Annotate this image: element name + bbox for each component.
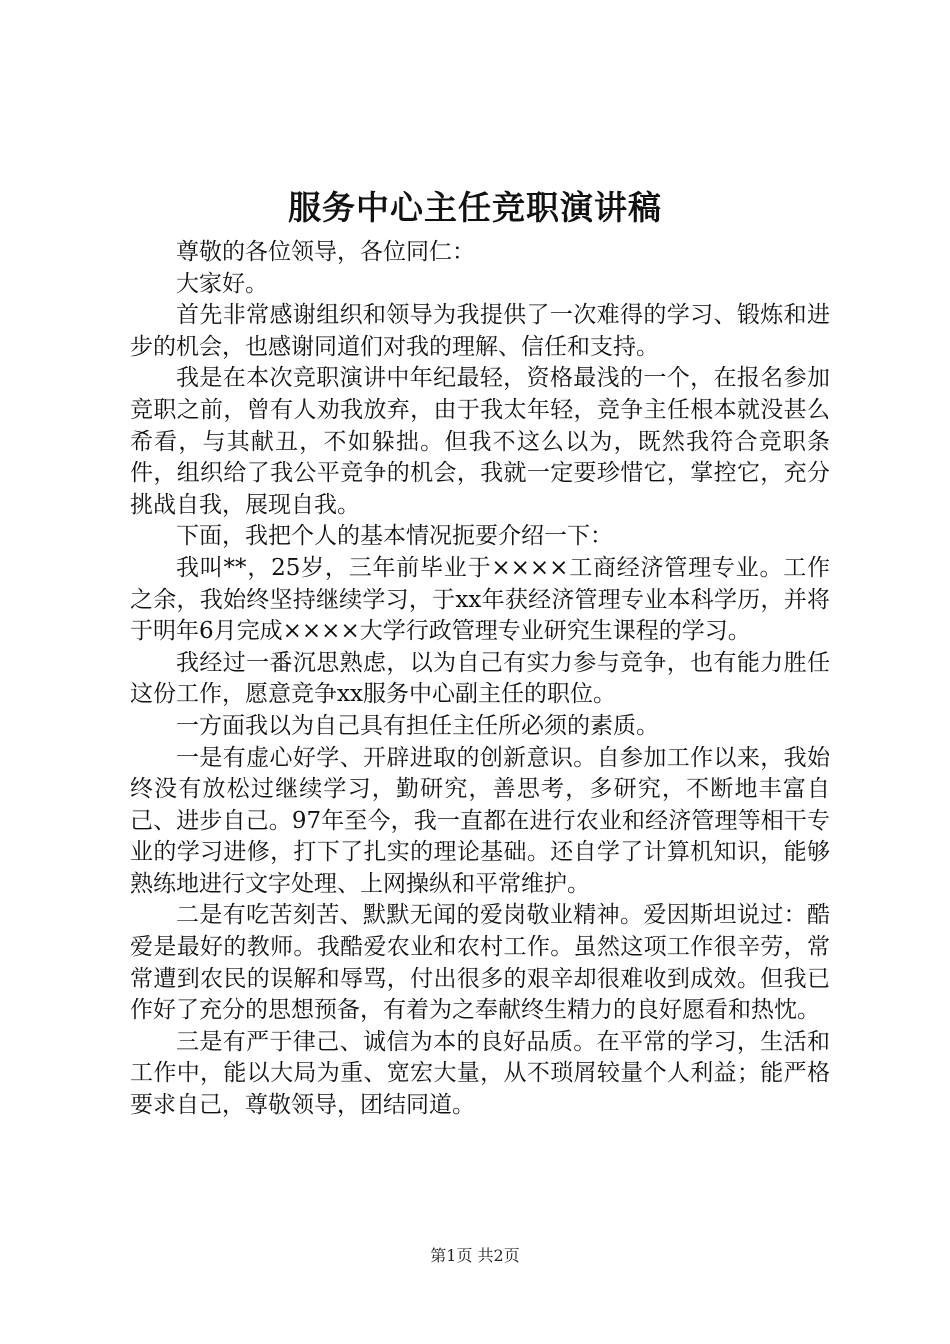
paragraph-background: 我叫**，25岁，三年前毕业于××××工商经济管理专业。工作之余，我始终坚持继续学习，于xx年获经济管理专业本科学历，并将于明年6月完成××××大学行政管理专业研究生课程的学习。 [130, 554, 830, 645]
paragraph-thanks: 首先非常感谢组织和领导为我提供了一次难得的学习、锻炼和进步的机会，也感谢同道们对我的理解、信任和支持。 [130, 302, 830, 360]
paragraph-salutation: 尊敬的各位领导，各位同仁： [176, 239, 475, 265]
document-title: 服务中心主任竞职演讲稿 [288, 188, 662, 227]
paragraph-intro: 下面，我把个人的基本情况扼要介绍一下： [176, 523, 613, 550]
page-footer: 第1页 共2页 [430, 1246, 520, 1265]
paragraph-quality-two: 二是有吃苦刻苦、默默无闻的爱岗敬业精神。爱因斯坦说过：酷爱是最好的教师。我酷爱农业和农村工作。虽然这项工作很辛劳，常常遭到农民的误解和辱骂，付出很多的艰辛却很难收到成效。但我已作好了充分的思想预备，有着为之奉献终生精力的良好愿看和热忱。 [130, 902, 830, 1024]
paragraph-qualities: 一方面我以为自己具有担任主任所必须的素质。 [176, 712, 659, 739]
paragraph-quality-three: 三是有严于律己、诚信为本的良好品质。在平常的学习，生活和工作中，能以大局为重、宽宏大量，从不琐屑较量个人利益；能严格要求自己，尊敬领导，团结同道。 [130, 1028, 830, 1119]
paragraph-quality-one: 一是有虚心好学、开辟进取的创新意识。自参加工作以来，我始终没有放松过继续学习，勤研究，善思考，多研究，不断地丰富自己、进步自己。97年至今，我一直都在进行农业和经济管理等相干专业的学习进修，打下了扎实的理论基础。还自学了计算机知识，能够熟练地进行文字处理、上网操纵和平常维护。 [130, 744, 830, 897]
paragraph-motivation: 我是在本次竞职演讲中年纪最轻，资格最浅的一个，在报名参加竞职之前，曾有人劝我放弃，由于我太年轻，竞争主任根本就没甚么希看，与其献丑，不如躲拙。但我不这么以为，既然我符合竞职条件，组织给了我公平竞争的机会，我就一定要珍惜它，掌控它，充分挑战自我，展现自我。 [130, 365, 830, 518]
document-body [130, 237, 830, 1122]
paragraph-position: 我经过一番沉思熟虑，以为自己有实力参与竞争，也有能力胜任这份工作，愿意竞争xx服务中心副主任的职位。 [130, 649, 830, 708]
paragraph-greeting: 大家好。 [176, 270, 268, 297]
